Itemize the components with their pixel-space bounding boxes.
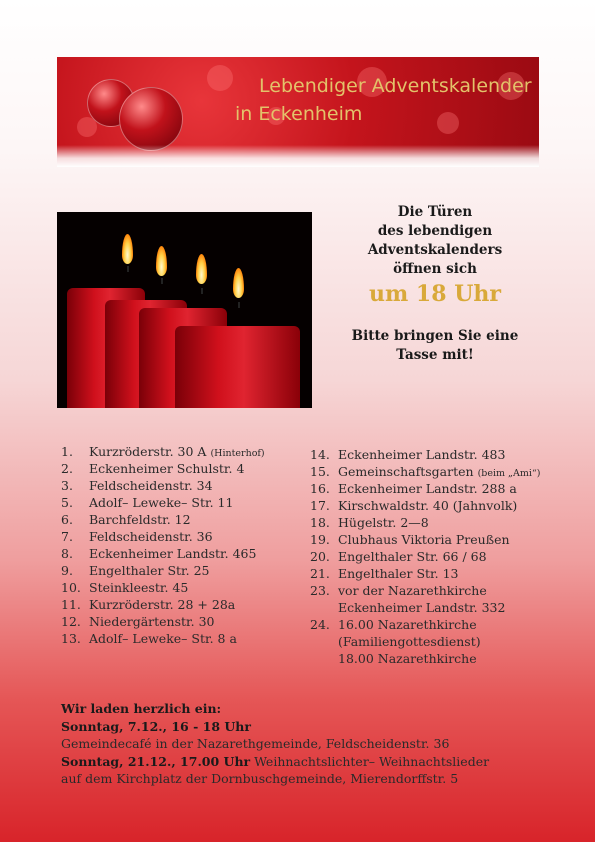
flame-icon	[122, 234, 133, 264]
list-item	[310, 599, 540, 616]
list-item-address: Kirschwaldstr. 40 (Jahnvolk)	[338, 498, 518, 513]
list-item	[61, 443, 265, 460]
list-item-number: 14.	[310, 447, 330, 462]
list-item-note: (Hinterhof)	[210, 448, 265, 459]
bring-cup-note	[340, 327, 530, 365]
intro-line: Die Türen	[397, 204, 473, 220]
list-item	[310, 633, 540, 650]
list-item	[310, 497, 540, 514]
event2-heading: Sonntag, 21.12., 17.00 Uhr	[61, 753, 251, 769]
snow-border	[57, 145, 539, 167]
list-item	[310, 582, 540, 599]
invitation-heading: Wir laden herzlich ein:	[61, 701, 222, 716]
list-item-number: 19.	[310, 532, 330, 547]
header-banner	[57, 57, 539, 167]
list-item-address: Steinkleestr. 45	[89, 580, 189, 595]
list-item	[61, 460, 265, 477]
list-item	[61, 596, 265, 613]
list-item-address: Barchfeldstr. 12	[89, 512, 191, 527]
list-item-address: Clubhaus Viktoria Preußen	[338, 532, 510, 547]
list-item-address: Eckenheimer Landstr. 288 a	[338, 481, 517, 496]
list-item	[61, 494, 265, 511]
list-item-number: 20.	[310, 549, 330, 564]
intro-line: Adventskalenders	[367, 242, 503, 258]
list-item	[310, 480, 540, 497]
start-time: um 18 Uhr	[369, 281, 501, 307]
door-list-left	[61, 443, 265, 647]
list-item	[61, 545, 265, 562]
list-item	[61, 630, 265, 647]
invitation-section	[61, 700, 489, 788]
intro-text	[340, 203, 530, 279]
list-item-number: 6.	[61, 512, 73, 527]
list-item-address: Eckenheimer Landstr. 483	[338, 447, 506, 462]
door-list-right	[310, 446, 540, 667]
list-item	[61, 579, 265, 596]
event2-location: auf dem Kirchplatz der Dornbuschgemeinde, Mierendorffstr. 5	[61, 771, 459, 786]
list-item-address: 16.00 Nazarethkirche	[338, 617, 477, 632]
list-item-number: 11.	[61, 597, 81, 612]
list-item	[310, 446, 540, 463]
list-item	[310, 531, 540, 548]
event1-text: Gemeindecafé in der Nazarethgemeinde, Feldscheidenstr. 36	[61, 736, 450, 751]
list-item-number: 17.	[310, 498, 330, 513]
ornament-icon	[119, 87, 183, 151]
list-item-address: Adolf– Leweke– Str. 8 a	[89, 631, 237, 646]
list-item-number: 18.	[310, 515, 330, 530]
list-item-address: vor der Nazarethkirche	[338, 583, 487, 598]
list-item-number: 5.	[61, 495, 73, 510]
list-item-address: (Familiengottesdienst)	[338, 634, 481, 649]
list-item-number: 7.	[61, 529, 73, 544]
list-item-address: Feldscheidenstr. 36	[89, 529, 213, 544]
list-item	[310, 548, 540, 565]
list-item	[310, 565, 540, 582]
list-item-address: Engelthaler Str. 66 / 68	[338, 549, 487, 564]
list-item	[310, 514, 540, 531]
list-item-number: 24.	[310, 617, 330, 632]
list-item-number: 16.	[310, 481, 330, 496]
bring-line: Tasse mit!	[396, 347, 474, 363]
list-item	[310, 650, 540, 667]
list-item-address: Feldscheidenstr. 34	[89, 478, 213, 493]
list-item-number: 3.	[61, 478, 73, 493]
list-item-number: 23.	[310, 583, 330, 598]
list-item-number: 8.	[61, 546, 73, 561]
intro-line: öffnen sich	[393, 261, 477, 277]
list-item-address: Engelthaler Str. 13	[338, 566, 459, 581]
list-item	[61, 477, 265, 494]
list-item-number: 13.	[61, 631, 81, 646]
list-item-address: Kurzröderstr. 30 A	[89, 444, 207, 459]
list-item	[310, 463, 540, 480]
list-item-address: Kurzröderstr. 28 + 28a	[89, 597, 236, 612]
list-item-number: 10.	[61, 580, 81, 595]
list-item-number: 9.	[61, 563, 73, 578]
list-item	[61, 613, 265, 630]
advent-candles-image	[57, 212, 312, 408]
list-item-number: 1.	[61, 444, 73, 459]
list-item	[61, 562, 265, 579]
intro-line: des lebendigen	[377, 223, 493, 239]
list-item-address: Eckenheimer Schulstr. 4	[89, 461, 245, 476]
list-item-number: 12.	[61, 614, 81, 629]
list-item-address: Engelthaler Str. 25	[89, 563, 210, 578]
flame-icon	[156, 246, 167, 276]
list-item-address: Adolf– Leweke– Str. 11	[89, 495, 234, 510]
bring-line: Bitte bringen Sie eine	[351, 328, 519, 344]
list-item-note: (beim „Ami“)	[477, 468, 541, 479]
list-item-number: 15.	[310, 464, 330, 479]
list-item-address: 18.00 Nazarethkirche	[338, 651, 477, 666]
list-item-number: 2.	[61, 461, 73, 476]
list-item-address: Eckenheimer Landstr. 332	[338, 600, 506, 615]
event1-date: , 7.12., 16 - 18 Uhr	[119, 718, 251, 734]
event1-day: Sonntag	[61, 718, 120, 734]
list-item	[61, 528, 265, 545]
list-item	[61, 511, 265, 528]
list-item	[310, 616, 540, 633]
flame-icon	[233, 268, 244, 298]
list-item-address: Hügelstr. 2—8	[338, 515, 429, 530]
banner-title-line1: Lebendiger Adventskalender	[259, 75, 532, 97]
list-item-number: 21.	[310, 566, 330, 581]
list-item-address: Niedergärtenstr. 30	[89, 614, 215, 629]
flame-icon	[196, 254, 207, 284]
list-item-address: Gemeinschaftsgarten	[338, 464, 474, 479]
banner-title-line2: in Eckenheim	[235, 103, 363, 125]
event2-text: Weihnachtslichter– Weihnachtslieder	[250, 753, 490, 769]
list-item-address: Eckenheimer Landstr. 465	[89, 546, 257, 561]
